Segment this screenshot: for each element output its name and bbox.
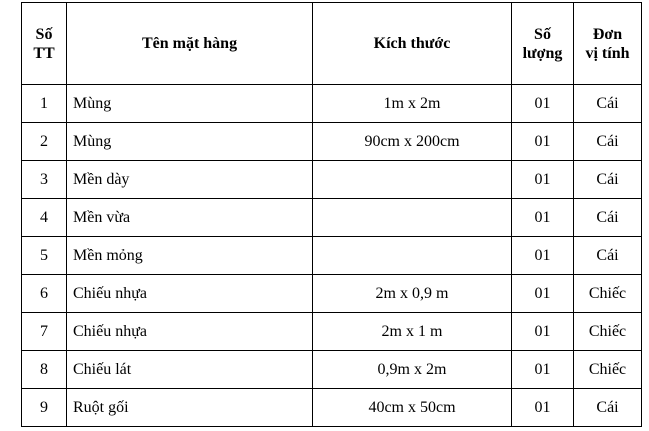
cell-unit: Cái <box>574 123 642 161</box>
cell-unit: Chiếc <box>574 313 642 351</box>
cell-unit: Chiếc <box>574 275 642 313</box>
cell-size: 90cm x 200cm <box>313 123 512 161</box>
cell-stt: 4 <box>22 199 67 237</box>
cell-name: Chiếu nhựa <box>67 275 313 313</box>
cell-unit: Cái <box>574 199 642 237</box>
table-body <box>22 85 642 427</box>
header-qty-line-1: Số <box>534 25 551 43</box>
header-qty-line-2: lượng <box>522 44 563 62</box>
cell-name: Chiếu lát <box>67 351 313 389</box>
cell-size <box>313 199 512 237</box>
table-row <box>22 199 642 237</box>
cell-stt: 9 <box>22 389 67 427</box>
cell-stt: 3 <box>22 161 67 199</box>
cell-size: 2m x 1 m <box>313 313 512 351</box>
header-size: Kích thước <box>313 3 512 85</box>
cell-size <box>313 161 512 199</box>
cell-unit: Cái <box>574 389 642 427</box>
cell-name: Mùng <box>67 85 313 123</box>
header-unit <box>574 3 642 85</box>
header-unit-line-1: Đơn <box>592 25 623 43</box>
cell-stt: 1 <box>22 85 67 123</box>
table-row <box>22 85 642 123</box>
header-qty <box>512 3 574 85</box>
cell-stt: 7 <box>22 313 67 351</box>
table-row <box>22 161 642 199</box>
cell-qty: 01 <box>512 199 574 237</box>
cell-size <box>313 237 512 275</box>
cell-size: 1m x 2m <box>313 85 512 123</box>
table-row <box>22 123 642 161</box>
table-header <box>22 3 642 85</box>
cell-qty: 01 <box>512 161 574 199</box>
cell-size: 0,9m x 2m <box>313 351 512 389</box>
cell-unit: Chiếc <box>574 351 642 389</box>
header-stt <box>22 3 67 85</box>
cell-qty: 01 <box>512 85 574 123</box>
cell-unit: Cái <box>574 161 642 199</box>
cell-name: Mền vừa <box>67 199 313 237</box>
cell-name: Ruột gối <box>67 389 313 427</box>
cell-stt: 2 <box>22 123 67 161</box>
header-stt-line-2: TT <box>33 44 55 62</box>
cell-stt: 6 <box>22 275 67 313</box>
items-table <box>21 2 642 427</box>
cell-qty: 01 <box>512 313 574 351</box>
table-row <box>22 351 642 389</box>
cell-qty: 01 <box>512 123 574 161</box>
cell-qty: 01 <box>512 389 574 427</box>
cell-name: Mền mỏng <box>67 237 313 275</box>
table-row <box>22 313 642 351</box>
cell-unit: Cái <box>574 85 642 123</box>
header-stt-line-1: Số <box>35 25 53 43</box>
table-row <box>22 389 642 427</box>
cell-unit: Cái <box>574 237 642 275</box>
cell-qty: 01 <box>512 351 574 389</box>
cell-qty: 01 <box>512 275 574 313</box>
cell-name: Mền dày <box>67 161 313 199</box>
table-row <box>22 237 642 275</box>
cell-size: 40cm x 50cm <box>313 389 512 427</box>
cell-stt: 5 <box>22 237 67 275</box>
header-unit-line-2: vị tính <box>585 44 630 62</box>
cell-size: 2m x 0,9 m <box>313 275 512 313</box>
cell-name: Mùng <box>67 123 313 161</box>
table-row <box>22 275 642 313</box>
cell-name: Chiếu nhựa <box>67 313 313 351</box>
header-name: Tên mặt hàng <box>67 3 313 85</box>
header-row <box>22 3 642 85</box>
cell-qty: 01 <box>512 237 574 275</box>
cell-stt: 8 <box>22 351 67 389</box>
